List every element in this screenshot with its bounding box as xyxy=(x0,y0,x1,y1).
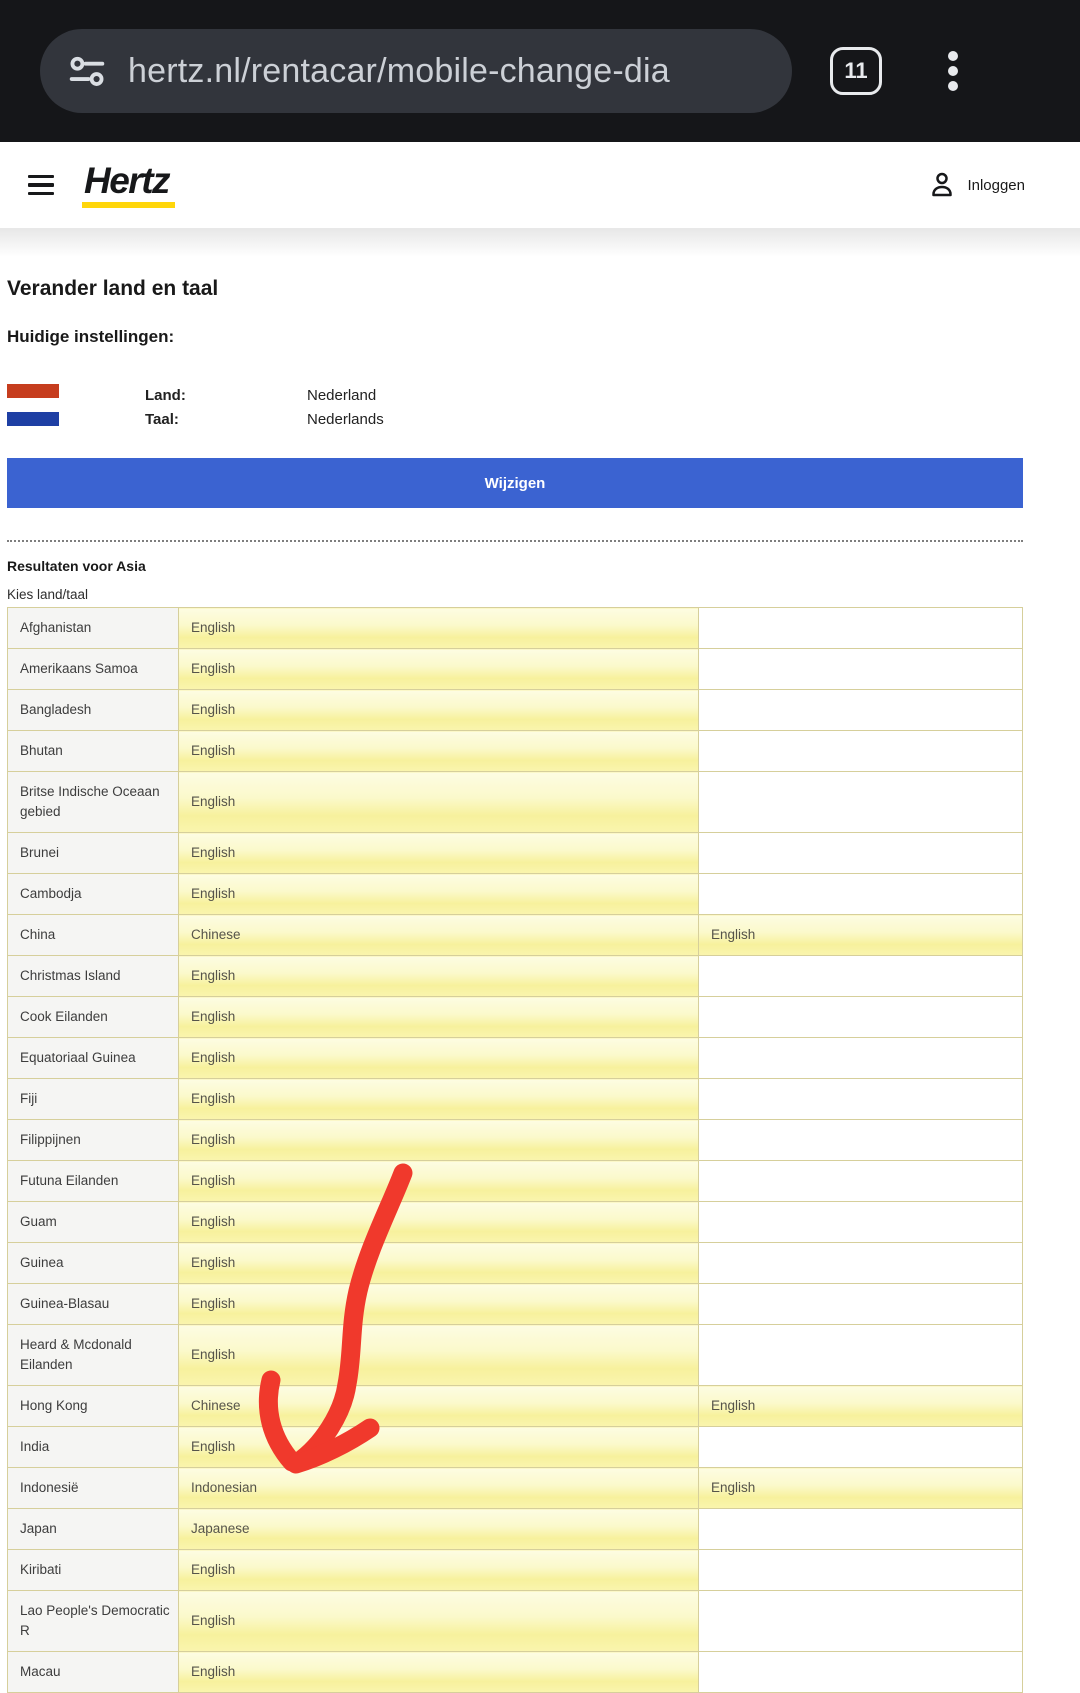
country-language-table xyxy=(7,607,1023,1693)
table-row xyxy=(8,1243,1023,1284)
language-cell-secondary xyxy=(699,1550,1023,1591)
language-cell-primary[interactable]: English xyxy=(179,649,699,690)
language-cell-secondary xyxy=(699,997,1023,1038)
hamburger-menu-icon[interactable] xyxy=(28,175,54,195)
language-cell-secondary xyxy=(699,1079,1023,1120)
language-cell-primary[interactable]: English xyxy=(179,1243,699,1284)
table-row xyxy=(8,1038,1023,1079)
tab-switcher-icon[interactable] xyxy=(830,47,882,95)
language-cell-secondary xyxy=(699,649,1023,690)
header-divider xyxy=(0,228,1080,256)
table-row xyxy=(8,956,1023,997)
country-cell: Britse Indische Oceaan gebied xyxy=(8,772,179,833)
table-row xyxy=(8,772,1023,833)
language-cell-primary[interactable]: English xyxy=(179,833,699,874)
country-cell: Bhutan xyxy=(8,731,179,772)
language-cell-secondary xyxy=(699,1325,1023,1386)
language-cell-secondary[interactable]: English xyxy=(699,1386,1023,1427)
table-row xyxy=(8,997,1023,1038)
country-value: Nederland xyxy=(307,387,377,404)
country-label: Land: xyxy=(145,387,186,404)
tune-icon[interactable] xyxy=(64,48,110,94)
netherlands-flag-icon xyxy=(7,384,59,426)
country-cell: Fiji xyxy=(8,1079,179,1120)
country-table-body xyxy=(8,608,1023,1693)
url-bar[interactable] xyxy=(40,29,792,113)
country-cell: India xyxy=(8,1427,179,1468)
current-settings-heading: Huidige instellingen: xyxy=(7,327,175,346)
language-cell-primary[interactable]: English xyxy=(179,997,699,1038)
language-cell-primary[interactable]: English xyxy=(179,1202,699,1243)
language-cell-primary[interactable]: English xyxy=(179,1038,699,1079)
table-row xyxy=(8,1284,1023,1325)
language-cell-secondary xyxy=(699,1243,1023,1284)
country-cell: Japan xyxy=(8,1509,179,1550)
country-cell: Macau xyxy=(8,1652,179,1693)
country-cell: Cook Eilanden xyxy=(8,997,179,1038)
country-cell: Filippijnen xyxy=(8,1120,179,1161)
site-header xyxy=(0,142,1080,228)
country-cell: Cambodja xyxy=(8,874,179,915)
language-cell-secondary[interactable]: English xyxy=(699,1468,1023,1509)
language-cell-primary[interactable]: English xyxy=(179,1325,699,1386)
current-settings xyxy=(7,384,1023,432)
language-cell-primary[interactable]: English xyxy=(179,608,699,649)
table-row xyxy=(8,690,1023,731)
language-cell-primary[interactable]: English xyxy=(179,690,699,731)
country-cell: Christmas Island xyxy=(8,956,179,997)
language-cell-primary[interactable]: English xyxy=(179,1550,699,1591)
three-dot-menu-icon[interactable] xyxy=(948,51,958,91)
table-row xyxy=(8,1468,1023,1509)
language-cell-secondary xyxy=(699,1652,1023,1693)
country-cell: Equatoriaal Guinea xyxy=(8,1038,179,1079)
language-cell-primary[interactable]: English xyxy=(179,772,699,833)
table-row xyxy=(8,874,1023,915)
language-cell-secondary xyxy=(699,1120,1023,1161)
tab-count: 11 xyxy=(844,58,868,83)
table-row xyxy=(8,1202,1023,1243)
change-button[interactable]: Wijzigen xyxy=(7,458,1023,508)
language-cell-secondary xyxy=(699,1038,1023,1079)
main-content xyxy=(7,276,1023,1693)
language-label: Taal: xyxy=(145,411,179,428)
country-cell: Lao People's Democratic R xyxy=(8,1591,179,1652)
language-cell-secondary xyxy=(699,608,1023,649)
country-cell: Indonesië xyxy=(8,1468,179,1509)
language-cell-primary[interactable]: English xyxy=(179,1120,699,1161)
table-row xyxy=(8,649,1023,690)
login-label: Inloggen xyxy=(967,176,1025,194)
country-cell: Amerikaans Samoa xyxy=(8,649,179,690)
table-row xyxy=(8,1427,1023,1468)
table-row xyxy=(8,1386,1023,1427)
language-cell-secondary xyxy=(699,1427,1023,1468)
language-cell-primary[interactable]: English xyxy=(179,874,699,915)
language-cell-secondary xyxy=(699,833,1023,874)
language-cell-secondary xyxy=(699,1591,1023,1652)
language-cell-secondary xyxy=(699,690,1023,731)
table-row xyxy=(8,1509,1023,1550)
table-row xyxy=(8,731,1023,772)
country-cell: Guinea xyxy=(8,1243,179,1284)
language-cell-secondary xyxy=(699,731,1023,772)
language-cell-secondary xyxy=(699,772,1023,833)
table-row xyxy=(8,1550,1023,1591)
country-cell: Kiribati xyxy=(8,1550,179,1591)
hertz-logo[interactable]: Hertz xyxy=(82,162,175,208)
country-cell: Brunei xyxy=(8,833,179,874)
language-cell-primary[interactable]: English xyxy=(179,1079,699,1120)
language-cell-primary[interactable]: English xyxy=(179,1427,699,1468)
language-cell-secondary xyxy=(699,1509,1023,1550)
table-row xyxy=(8,1591,1023,1652)
country-cell: Futuna Eilanden xyxy=(8,1161,179,1202)
language-cell-secondary xyxy=(699,1161,1023,1202)
language-cell-secondary xyxy=(699,1202,1023,1243)
dotted-divider xyxy=(7,540,1023,542)
language-cell-secondary xyxy=(699,1284,1023,1325)
language-cell-primary[interactable]: Japanese xyxy=(179,1509,699,1550)
table-row xyxy=(8,1652,1023,1693)
language-cell-secondary xyxy=(699,956,1023,997)
country-cell: Hong Kong xyxy=(8,1386,179,1427)
language-cell-primary[interactable]: English xyxy=(179,731,699,772)
table-row xyxy=(8,1325,1023,1386)
login-button[interactable] xyxy=(927,170,1025,200)
table-row xyxy=(8,1079,1023,1120)
language-cell-primary[interactable]: English xyxy=(179,1652,699,1693)
country-cell: Guinea-Blasau xyxy=(8,1284,179,1325)
language-cell-primary[interactable]: English xyxy=(179,1591,699,1652)
results-heading: Resultaten voor Asia xyxy=(7,558,146,574)
country-cell: Heard & Mcdonald Eilanden xyxy=(8,1325,179,1386)
language-cell-primary[interactable]: English xyxy=(179,956,699,997)
language-cell-primary[interactable]: English xyxy=(179,1284,699,1325)
language-cell-secondary xyxy=(699,874,1023,915)
person-icon xyxy=(927,170,957,200)
url-text[interactable]: hertz.nl/rentacar/mobile-change-dia xyxy=(128,51,670,90)
language-cell-primary[interactable]: English xyxy=(179,1161,699,1202)
choose-country-language-label: Kies land/taal xyxy=(7,587,89,602)
country-cell: China xyxy=(8,915,179,956)
browser-bar xyxy=(0,0,1080,142)
country-cell: Bangladesh xyxy=(8,690,179,731)
country-cell: Guam xyxy=(8,1202,179,1243)
language-cell-primary[interactable]: Chinese xyxy=(179,1386,699,1427)
table-row xyxy=(8,1161,1023,1202)
table-row xyxy=(8,608,1023,649)
page-title: Verander land en taal xyxy=(7,277,219,300)
language-cell-secondary[interactable]: English xyxy=(699,915,1023,956)
table-row xyxy=(8,1120,1023,1161)
table-row xyxy=(8,833,1023,874)
table-row xyxy=(8,915,1023,956)
language-cell-primary[interactable]: Chinese xyxy=(179,915,699,956)
language-value: Nederlands xyxy=(307,411,384,428)
language-cell-primary[interactable]: Indonesian xyxy=(179,1468,699,1509)
country-cell: Afghanistan xyxy=(8,608,179,649)
